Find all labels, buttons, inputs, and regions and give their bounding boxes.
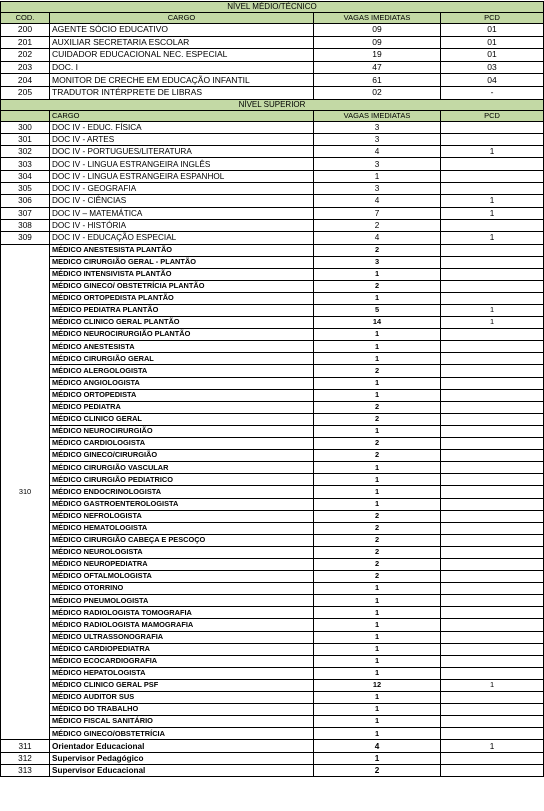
- vacancy-table: [0, 1, 544, 777]
- cell-vagas: 1: [314, 474, 441, 486]
- cell-pcd: [441, 692, 544, 704]
- cell-vagas: 4: [314, 740, 441, 752]
- cell-cargo: MÉDICO GINECO/OBSTETRÍCIA: [50, 728, 314, 740]
- cell-pcd: 1: [441, 146, 544, 158]
- cell-vagas: 3: [314, 183, 441, 195]
- table-row: [1, 183, 544, 195]
- cell-vagas: 2: [314, 365, 441, 377]
- cell-pcd: [441, 389, 544, 401]
- table-row: [1, 317, 544, 329]
- cell-cargo: DOC IV - EDUCAÇÃO ESPECIAL: [50, 232, 314, 244]
- cell-vagas: 1: [314, 583, 441, 595]
- cell-cargo: MONITOR DE CRECHE EM EDUCAÇÃO INFANTIL: [50, 74, 314, 87]
- table-row: [1, 170, 544, 182]
- table-row: [1, 522, 544, 534]
- cell-pcd: [441, 256, 544, 268]
- table-row: [1, 36, 544, 49]
- table-row: [1, 305, 544, 317]
- cell-vagas: 2: [314, 413, 441, 425]
- table-row: [1, 146, 544, 158]
- cell-pcd: [441, 401, 544, 413]
- table-row: [1, 692, 544, 704]
- cell-cargo: MÉDICO INTENSIVISTA PLANTÃO: [50, 268, 314, 280]
- cell-vagas: 1: [314, 329, 441, 341]
- cell-vagas: 3: [314, 121, 441, 133]
- cell-vagas: 1: [314, 462, 441, 474]
- cell-cargo: MÉDICO RADIOLOGISTA TOMOGRAFIA: [50, 607, 314, 619]
- cell-pcd: [441, 619, 544, 631]
- cell-pcd: [441, 474, 544, 486]
- header-cargo: CARGO: [50, 110, 314, 121]
- table-row: [1, 607, 544, 619]
- cell-vagas: 2: [314, 764, 441, 776]
- cell-cargo: DOC IV - PORTUGUES/LITERATURA: [50, 146, 314, 158]
- cell-cargo: DOC IV - ARTES: [50, 133, 314, 145]
- cell-vagas: 1: [314, 704, 441, 716]
- cell-vagas: 1: [314, 631, 441, 643]
- table-row: [1, 510, 544, 522]
- cell-pcd: [441, 764, 544, 776]
- cell-vagas: 1: [314, 752, 441, 764]
- cell-cargo: MÉDICO ANESTESISTA: [50, 341, 314, 353]
- cell-cargo: MÉDICO OTORRINO: [50, 583, 314, 595]
- cell-pcd: 03: [441, 61, 544, 74]
- cell-vagas: 1: [314, 595, 441, 607]
- cell-pcd: [441, 413, 544, 425]
- cell-cargo: Supervisor Educacional: [50, 764, 314, 776]
- cell-vagas: 09: [314, 24, 441, 37]
- cell-cargo: MÉDICO PNEUMOLOGISTA: [50, 595, 314, 607]
- cell-vagas: 2: [314, 280, 441, 292]
- cell-pcd: [441, 631, 544, 643]
- table-row: [1, 583, 544, 595]
- cell-cod: 203: [1, 61, 50, 74]
- cell-vagas: 61: [314, 74, 441, 87]
- table-row: [1, 462, 544, 474]
- section-title-superior: NÍVEL SUPERIOR: [1, 99, 544, 110]
- cell-cargo: DOC IV – MATEMÁTICA: [50, 207, 314, 219]
- table-row: [1, 740, 544, 752]
- cell-pcd: [441, 643, 544, 655]
- cell-cod: 204: [1, 74, 50, 87]
- cell-vagas: 2: [314, 571, 441, 583]
- cell-cargo: MEDICO CIRURGIÃO GERAL - PLANTÃO: [50, 256, 314, 268]
- cell-vagas: 2: [314, 546, 441, 558]
- cell-pcd: [441, 292, 544, 304]
- cell-cargo: MÉDICO ALERGOLOGISTA: [50, 365, 314, 377]
- table-row: [1, 49, 544, 62]
- cell-pcd: [441, 510, 544, 522]
- cell-cargo: DOC IV - GEOGRAFIA: [50, 183, 314, 195]
- cell-vagas: 1: [314, 425, 441, 437]
- table-row: [1, 353, 544, 365]
- cell-cargo: MÉDICO ULTRASSONOGRAFIA: [50, 631, 314, 643]
- cell-vagas: 12: [314, 679, 441, 691]
- cell-cargo: MÉDICO RADIOLOGISTA MAMOGRAFIA: [50, 619, 314, 631]
- cell-cargo: MÉDICO GINECO/CIRURGIÃO: [50, 450, 314, 462]
- table-row: [1, 546, 544, 558]
- header-cod: [1, 110, 50, 121]
- table-row: [1, 571, 544, 583]
- header-cod: COD.: [1, 13, 50, 24]
- header-vagas: VAGAS IMEDIATAS: [314, 13, 441, 24]
- cell-cargo: DOC IV - LINGUA ESTRANGEIRA INGLÊS: [50, 158, 314, 170]
- cell-vagas: 5: [314, 305, 441, 317]
- cell-pcd: [441, 121, 544, 133]
- table-row: [1, 716, 544, 728]
- table-row: [1, 329, 544, 341]
- cell-pcd: 1: [441, 232, 544, 244]
- cell-cod: 304: [1, 170, 50, 182]
- table-row: [1, 595, 544, 607]
- cell-cargo: MÉDICO GINECO/ OBSTETRÍCIA PLANTÃO: [50, 280, 314, 292]
- cell-pcd: [441, 486, 544, 498]
- cell-cod: 303: [1, 158, 50, 170]
- cell-pcd: [441, 558, 544, 570]
- cell-cargo: MÉDICO FISCAL SANITÁRIO: [50, 716, 314, 728]
- cell-pcd: [441, 462, 544, 474]
- vacancy-table-document: [0, 1, 543, 777]
- cell-cargo: MÉDICO DO TRABALHO: [50, 704, 314, 716]
- cell-pcd: 1: [441, 195, 544, 207]
- table-row: [1, 219, 544, 231]
- cell-pcd: [441, 365, 544, 377]
- table-row: [1, 292, 544, 304]
- cell-vagas: 3: [314, 133, 441, 145]
- cell-cargo: MÉDICO ANGIOLOGISTA: [50, 377, 314, 389]
- cell-pcd: [441, 716, 544, 728]
- cell-cargo: MÉDICO CARDIOLOGISTA: [50, 438, 314, 450]
- cell-cargo: Orientador Educacional: [50, 740, 314, 752]
- table-row: [1, 158, 544, 170]
- table-row: [1, 232, 544, 244]
- cell-cargo: MÉDICO ECOCARDIOGRAFIA: [50, 655, 314, 667]
- header-row-superior: [1, 110, 544, 121]
- cell-vagas: 1: [314, 728, 441, 740]
- cell-cargo: DOC IV - HISTÓRIA: [50, 219, 314, 231]
- cell-cargo: MÉDICO NEFROLOGISTA: [50, 510, 314, 522]
- cell-pcd: [441, 329, 544, 341]
- cell-pcd: [441, 498, 544, 510]
- table-row: [1, 244, 544, 256]
- table-row: [1, 401, 544, 413]
- cell-cod: 306: [1, 195, 50, 207]
- cell-vagas: 3: [314, 158, 441, 170]
- table-row: [1, 413, 544, 425]
- cell-pcd: [441, 583, 544, 595]
- cell-vagas: 19: [314, 49, 441, 62]
- table-row: [1, 425, 544, 437]
- cell-vagas: 47: [314, 61, 441, 74]
- header-vagas: VAGAS IMEDIATAS: [314, 110, 441, 121]
- cell-pcd: [441, 728, 544, 740]
- cell-vagas: 1: [314, 268, 441, 280]
- cell-vagas: 2: [314, 510, 441, 522]
- cell-vagas: 4: [314, 146, 441, 158]
- cell-cod: 313: [1, 764, 50, 776]
- cell-vagas: 1: [314, 643, 441, 655]
- table-row: [1, 679, 544, 691]
- cell-vagas: 7: [314, 207, 441, 219]
- cell-cargo: DOC IV - LINGUA ESTRANGEIRA ESPANHOL: [50, 170, 314, 182]
- cell-pcd: [441, 571, 544, 583]
- table-row: [1, 764, 544, 776]
- cell-cargo: MÉDICO ENDOCRINOLOGISTA: [50, 486, 314, 498]
- cell-cargo: AUXILIAR SECRETARIA ESCOLAR: [50, 36, 314, 49]
- cell-vagas: 1: [314, 341, 441, 353]
- cell-cargo: MÉDICO ORTOPEDISTA PLANTÃO: [50, 292, 314, 304]
- cell-pcd: 1: [441, 207, 544, 219]
- cell-pcd: [441, 170, 544, 182]
- cell-vagas: 2: [314, 450, 441, 462]
- cell-cargo: MÉDICO PEDIATRA: [50, 401, 314, 413]
- table-row: [1, 365, 544, 377]
- cell-pcd: [441, 377, 544, 389]
- cell-pcd: 01: [441, 24, 544, 37]
- table-row: [1, 207, 544, 219]
- cell-cargo: MÉDICO ORTOPEDISTA: [50, 389, 314, 401]
- table-row: [1, 498, 544, 510]
- cell-pcd: [441, 655, 544, 667]
- table-row: [1, 377, 544, 389]
- cell-cargo: MÉDICO PEDIATRA PLANTÃO: [50, 305, 314, 317]
- cell-vagas: 2: [314, 534, 441, 546]
- cell-cargo: MÉDICO ANESTESISTA PLANTÃO: [50, 244, 314, 256]
- cell-cargo: MÉDICO AUDITOR SUS: [50, 692, 314, 704]
- cell-vagas: 14: [314, 317, 441, 329]
- header-pcd: PCD: [441, 13, 544, 24]
- cell-pcd: [441, 353, 544, 365]
- cell-cod: 307: [1, 207, 50, 219]
- cell-vagas: 2: [314, 438, 441, 450]
- cell-vagas: 1: [314, 716, 441, 728]
- section-title-medio: NÍVEL MÉDIO/TÉCNICO: [1, 2, 544, 13]
- cell-vagas: 2: [314, 522, 441, 534]
- cell-vagas: 4: [314, 195, 441, 207]
- cell-vagas: 1: [314, 692, 441, 704]
- cell-cargo: MÉDICO CIRURGIÃO PEDIATRICO: [50, 474, 314, 486]
- cell-vagas: 4: [314, 232, 441, 244]
- section-title-row: [1, 2, 544, 13]
- cell-pcd: 04: [441, 74, 544, 87]
- table-row: [1, 280, 544, 292]
- cell-pcd: [441, 244, 544, 256]
- table-row: [1, 619, 544, 631]
- cell-cod: 302: [1, 146, 50, 158]
- cell-cod: 205: [1, 86, 50, 99]
- table-row: [1, 341, 544, 353]
- header-pcd: PCD: [441, 110, 544, 121]
- cell-vagas: 2: [314, 401, 441, 413]
- cell-cargo: DOC IV - CIÊNCIAS: [50, 195, 314, 207]
- cell-pcd: [441, 425, 544, 437]
- cell-cargo: DOC. I: [50, 61, 314, 74]
- cell-pcd: [441, 534, 544, 546]
- cell-vagas: 3: [314, 256, 441, 268]
- cell-vagas: 1: [314, 607, 441, 619]
- cell-pcd: [441, 667, 544, 679]
- cell-vagas: 1: [314, 170, 441, 182]
- table-row: [1, 474, 544, 486]
- header-cargo: CARGO: [50, 13, 314, 24]
- table-row: [1, 655, 544, 667]
- cell-pcd: 01: [441, 49, 544, 62]
- cell-pcd: [441, 158, 544, 170]
- cell-cargo: MÉDICO CLINICO GERAL: [50, 413, 314, 425]
- cell-vagas: 02: [314, 86, 441, 99]
- section-title-row: [1, 99, 544, 110]
- cell-cargo: MÉDICO HEPATOLOGISTA: [50, 667, 314, 679]
- table-row: [1, 728, 544, 740]
- cell-cargo: MÉDICO CIRURGIÃO GERAL: [50, 353, 314, 365]
- cell-cod: 202: [1, 49, 50, 62]
- cell-vagas: 2: [314, 558, 441, 570]
- cell-pcd: [441, 450, 544, 462]
- cell-cod: 311: [1, 740, 50, 752]
- table-row: [1, 704, 544, 716]
- cell-pcd: 1: [441, 679, 544, 691]
- cell-cargo: MÉDICO CIRURGIÃO VASCULAR: [50, 462, 314, 474]
- cell-cargo: MÉDICO GASTROENTEROLOGISTA: [50, 498, 314, 510]
- cell-cod: 200: [1, 24, 50, 37]
- cell-vagas: 2: [314, 244, 441, 256]
- table-row: [1, 752, 544, 764]
- header-row-medio: [1, 13, 544, 24]
- table-row: [1, 450, 544, 462]
- cell-cod: 309: [1, 232, 50, 244]
- cell-cod: 201: [1, 36, 50, 49]
- cell-pcd: [441, 607, 544, 619]
- cell-pcd: [441, 341, 544, 353]
- table-row: [1, 389, 544, 401]
- table-row: [1, 121, 544, 133]
- cell-cargo: MÉDICO NEUROCIRURGIÃO: [50, 425, 314, 437]
- cell-pcd: [441, 752, 544, 764]
- cell-cod-310: 310: [1, 244, 50, 740]
- table-row: [1, 268, 544, 280]
- cell-pcd: 1: [441, 305, 544, 317]
- cell-pcd: [441, 280, 544, 292]
- cell-cargo: CUIDADOR EDUCACIONAL NEC. ESPECIAL: [50, 49, 314, 62]
- cell-pcd: [441, 522, 544, 534]
- cell-vagas: 1: [314, 619, 441, 631]
- cell-cargo: MÉDICO NEUROCIRURGIÃO PLANTÃO: [50, 329, 314, 341]
- table-row: [1, 486, 544, 498]
- cell-pcd: [441, 268, 544, 280]
- cell-vagas: 1: [314, 389, 441, 401]
- cell-cargo: MÉDICO HEMATOLOGISTA: [50, 522, 314, 534]
- cell-vagas: 09: [314, 36, 441, 49]
- cell-vagas: 1: [314, 486, 441, 498]
- table-row: [1, 558, 544, 570]
- table-row: [1, 256, 544, 268]
- cell-pcd: [441, 704, 544, 716]
- cell-cargo: TRADUTOR INTÉRPRETE DE LIBRAS: [50, 86, 314, 99]
- table-row: [1, 631, 544, 643]
- cell-pcd: [441, 183, 544, 195]
- cell-pcd: [441, 595, 544, 607]
- cell-vagas: 1: [314, 377, 441, 389]
- cell-cod: 305: [1, 183, 50, 195]
- cell-cargo: MÉDICO CIRURGIÃO CABEÇA E PESCOÇO: [50, 534, 314, 546]
- cell-cod: 308: [1, 219, 50, 231]
- cell-pcd: 1: [441, 740, 544, 752]
- cell-cargo: MÉDICO CARDIOPEDIATRA: [50, 643, 314, 655]
- table-row: [1, 667, 544, 679]
- cell-cod: 301: [1, 133, 50, 145]
- cell-cargo: MÉDICO NEUROLOGISTA: [50, 546, 314, 558]
- cell-pcd: [441, 438, 544, 450]
- cell-cargo: AGENTE SÓCIO EDUCATIVO: [50, 24, 314, 37]
- table-row: [1, 534, 544, 546]
- table-row: [1, 438, 544, 450]
- table-row: [1, 643, 544, 655]
- cell-vagas: 2: [314, 219, 441, 231]
- vacancy-table-body: [1, 2, 544, 777]
- table-row: [1, 74, 544, 87]
- table-row: [1, 195, 544, 207]
- cell-cargo: MÉDICO CLINICO GERAL PSF: [50, 679, 314, 691]
- cell-cargo: MÉDICO CLINICO GERAL PLANTÃO: [50, 317, 314, 329]
- cell-vagas: 1: [314, 655, 441, 667]
- cell-pcd: [441, 133, 544, 145]
- table-row: [1, 61, 544, 74]
- cell-vagas: 1: [314, 498, 441, 510]
- cell-cargo: Supervisor Pedagógico: [50, 752, 314, 764]
- cell-pcd: 1: [441, 317, 544, 329]
- cell-cod: 312: [1, 752, 50, 764]
- cell-cargo: MÉDICO NEUROPEDIATRA: [50, 558, 314, 570]
- cell-pcd: [441, 219, 544, 231]
- table-row: [1, 86, 544, 99]
- table-row: [1, 133, 544, 145]
- cell-vagas: 1: [314, 292, 441, 304]
- cell-cargo: MÉDICO OFTALMOLOGISTA: [50, 571, 314, 583]
- cell-vagas: 1: [314, 667, 441, 679]
- cell-pcd: 01: [441, 36, 544, 49]
- cell-cod: 300: [1, 121, 50, 133]
- cell-vagas: 1: [314, 353, 441, 365]
- cell-pcd: -: [441, 86, 544, 99]
- table-row: [1, 24, 544, 37]
- cell-cargo: DOC IV - EDUC. FÍSICA: [50, 121, 314, 133]
- cell-pcd: [441, 546, 544, 558]
